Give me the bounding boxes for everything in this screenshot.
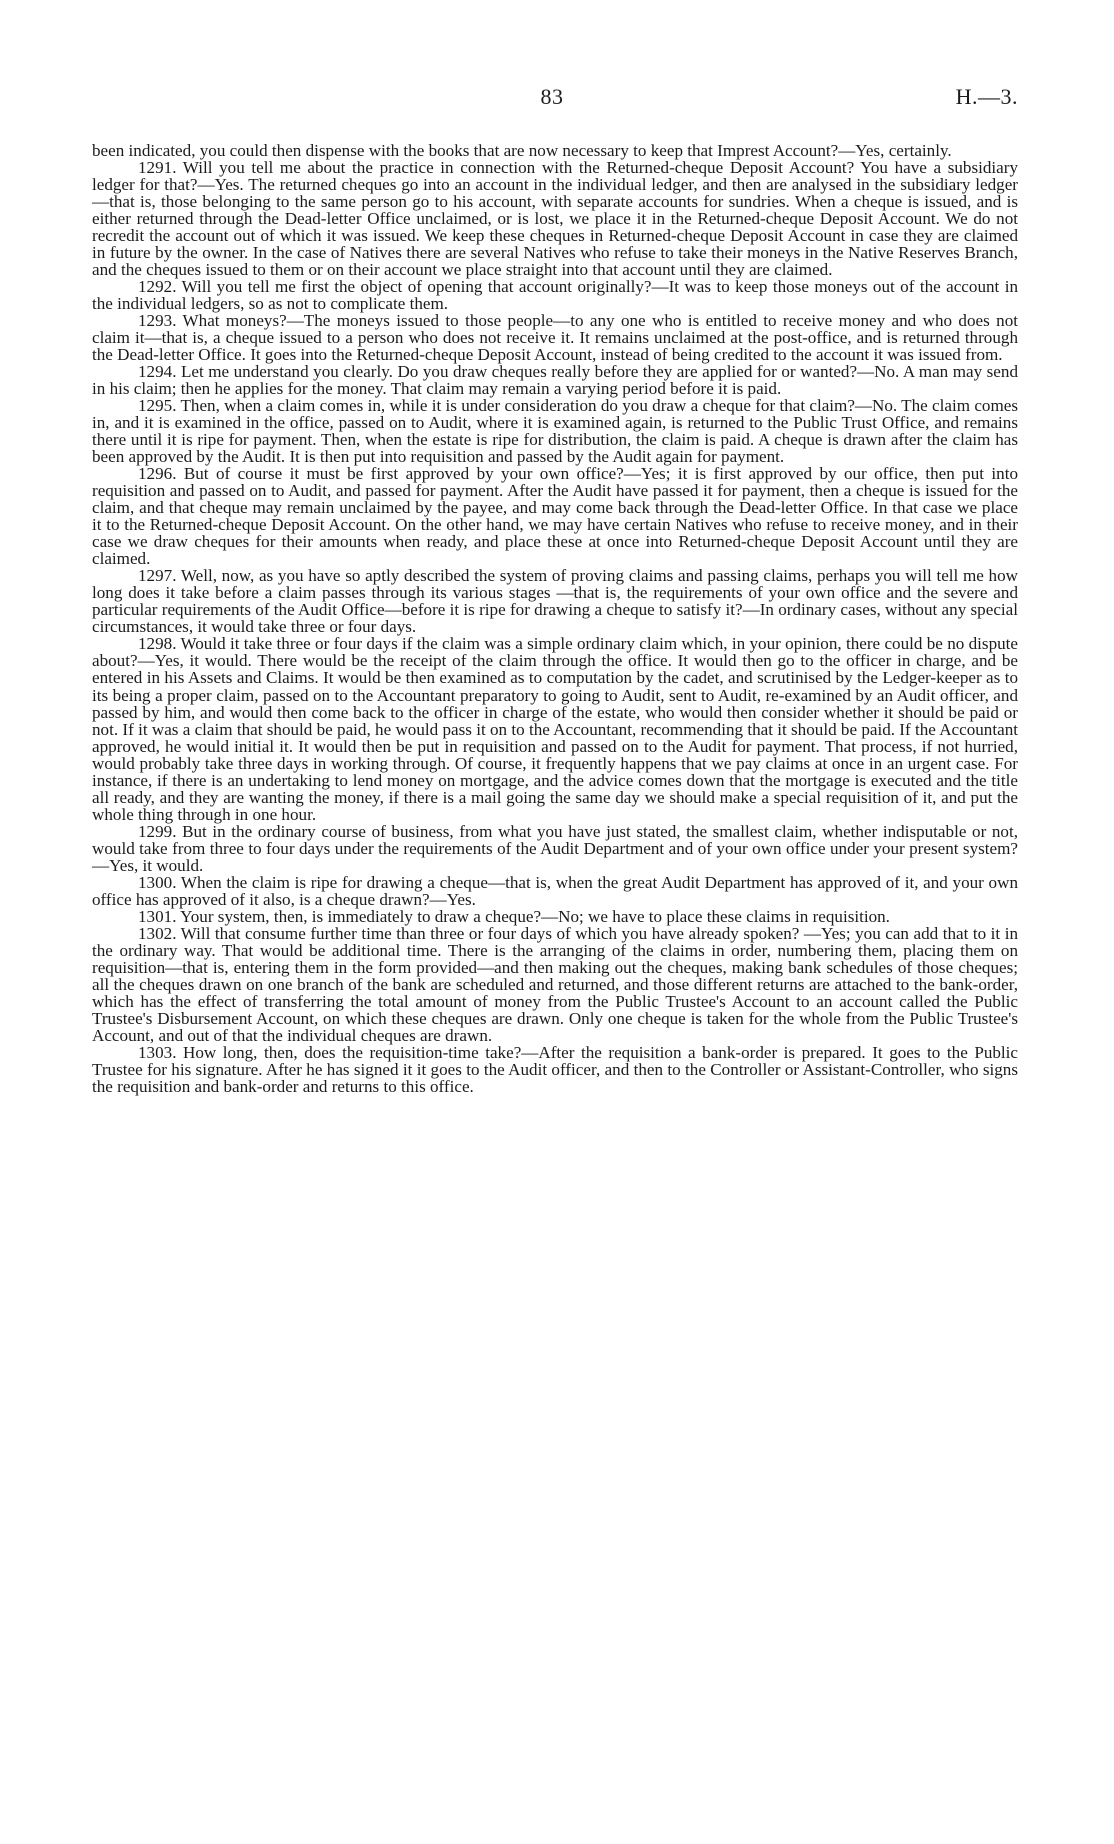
paragraph-1296: 1296. But of course it must be first approved by your own office?—Yes; it is first approved by our office, then put into requisition and passed on to Audit, and passed for payment. After the Audit have passed it for payment, then a cheque is issued for the claim, and that cheque may remain unclaimed by the payee, and may come back through the Dead-letter Office. In that case we place it to the Returned-cheque Deposit Account. On the other hand, we may have certain Natives who refuse to receive money, and in their case we draw cheques for their amounts when ready, and place these at once into Returned-cheque Deposit Account until they are claimed.	[92, 464, 1018, 569]
paragraph-1302: 1302. Will that consume further time than three or four days of which you have already spoken? —Yes; you can add that to it in the ordinary way. That would be additional time. There is the arranging of the claims in order, numbering them, placing them on requisition—that is, entering them in the form provided—and then making out the cheques, making bank schedules of those cheques; all the cheques drawn on one branch of the bank are scheduled and returned, and those different returns are attached to the bank-order, which has the effect of transferring the total amount of money from the Public Trustee's Account to an account called the Public Trustee's Disbursement Account, on which these cheques are drawn. Only one cheque is taken for the whole from the Public Trustee's Account, and out of that the individual cheques are drawn.	[92, 923, 1018, 1045]
paragraph-1299: 1299. But in the ordinary course of business, from what you have just stated, the smallest claim, whether indisputable or not, would take from three to four days under the requirements of the Audit Department and of your own office under your present system?—Yes, it would.	[92, 821, 1018, 875]
paragraph-1295: 1295. Then, when a claim comes in, while it is under consideration do you draw a cheque for that claim?—No. The claim comes in, and it is examined in the office, passed on to Audit, where it is examined again, is returned to the Public Trust Office, and remains there until it is ripe for payment. Then, when the estate is ripe for distribution, the claim is paid. A cheque is drawn after the claim has been approved by the Audit. It is then put into requisition and passed by the Audit again for payment.	[92, 396, 1018, 467]
paragraph-1300: 1300. When the claim is ripe for drawing a cheque—that is, when the great Audit Department has approved of it, and your own office has approved of it also, is a cheque drawn?—Yes.	[92, 872, 1018, 909]
paragraph-1297: 1297. Well, now, as you have so aptly described the system of proving claims and passing claims, perhaps you will tell me how long does it take before a claim passes through its various stages —that is, the requirements of your own office and the severe and particular requirements of the Audit Office—before it is ripe for drawing a cheque to satisfy it?—In ordinary cases, without any special circumstances, it would take three or four days.	[92, 566, 1018, 637]
paragraph-1293: 1293. What moneys?—The moneys issued to those people—to any one who is entitled to receive money and who does not claim it—that is, a cheque issued to a person who does not receive it. It remains unclaimed at the post-office, and is returned through the Dead-letter Office. It goes into the Returned-cheque Deposit Account, instead of being credited to the account it was issued from.	[92, 311, 1018, 365]
paragraph-1291: 1291. Will you tell me about the practice in connection with the Returned-cheque Deposit Account? You have a subsidiary ledger for that?—Yes. The returned cheques go into an account in the individual ledger, and then are analysed in the subsidiary ledger—that is, those belonging to the same person go to his account, with separate accounts for sundries. When a cheque is issued, and is either returned through the Dead-letter Office unclaimed, or is lost, we place it in the Returned-cheque Deposit Account. We do not recredit the account out of which it was issued. We keep these cheques in Returned-cheque Deposit Account in case they are claimed in future by the owner. In the case of Natives there are several Natives who refuse to take their moneys in the Native Reserves Branch, and the cheques issued to them or on their account we place straight into that account until they are claimed.	[92, 158, 1018, 280]
paragraph-1292: 1292. Will you tell me first the object of opening that account originally?—It was to keep those moneys out of the account in the individual ledgers, so as not to complicate them.	[92, 277, 1018, 314]
paragraph-1301: 1301. Your system, then, is immediately to draw a cheque?—No; we have to place these claims in requisition.	[138, 906, 890, 926]
document-code: H.—3.	[955, 84, 1018, 109]
paragraph-1298: 1298. Would it take three or four days if the claim was a simple ordinary claim which, in your opinion, there could be no dispute about?—Yes, it would. There would be the receipt of the claim through the office. It would then go to the officer in charge, and be entered in his Assets and Claims. It would be then examined as to computation by the cadet, and scrutinised by the Ledger-keeper as to its being a proper claim, passed on to the Accountant preparatory to going to Audit, sent to Audit, re-examined by an Audit officer, and passed by him, and would then come back to the officer in charge of the estate, who would then consider whether it should be paid or not. If it was a claim that should be paid, he would pass it on to the Accountant, recommending that it should be paid. If the Accountant approved, he would initial it. It would then be put in requisition and passed on to the Audit for payment. That process, if not hurried, would probably take three days in working through. Of course, it frequently happens that we pay claims at once in an urgent case. For instance, if there is an undertaking to lend money on mortgage, and the advice comes down that the mortgage is executed and the title all ready, and they are wanting the money, if there is a mail going the same day we should make a special requisition of it, and put the whole thing through in one hour.	[92, 634, 1018, 824]
body-text	[92, 142, 1018, 1095]
paragraph-1303: 1303. How long, then, does the requisition-time take?—After the requisition a bank-order is prepared. It goes to the Public Trustee for his signature. After he has signed it it goes to the Audit officer, and then to the Controller or Assistant-Controller, who signs the requisition and bank-order and returns to this office.	[92, 1042, 1018, 1096]
paragraph-continuation: been indicated, you could then dispense with the books that are now necessary to keep that Imprest Account?—Yes, certainly.	[92, 141, 952, 160]
page-number: 83	[540, 84, 564, 109]
paragraph-1294: 1294. Let me understand you clearly. Do you draw cheques really before they are applied for or wanted?—No. A man may send in his claim; then he applies for the money. That claim may remain a varying period before it is paid.	[92, 362, 1018, 399]
page-header	[92, 84, 1018, 120]
